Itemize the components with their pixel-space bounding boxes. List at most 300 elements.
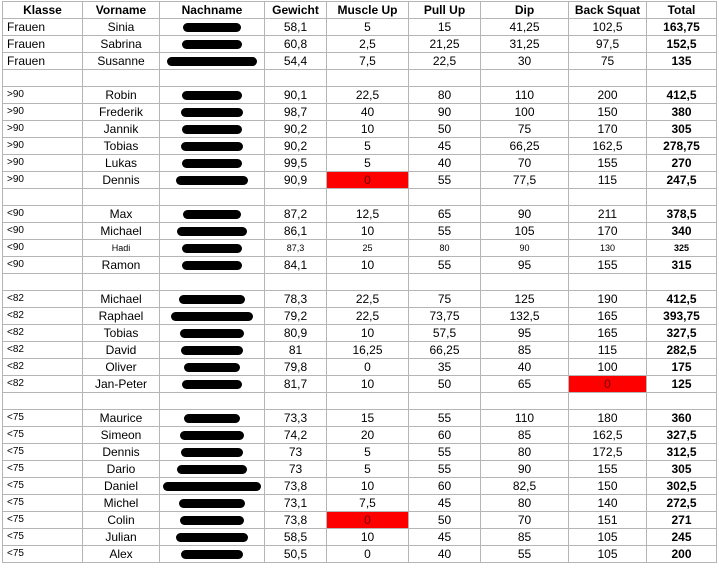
cell-muscle-up: 16,25	[327, 342, 409, 359]
cell-dip: 80	[481, 495, 569, 512]
table-row	[3, 410, 717, 427]
redaction-bar	[167, 57, 257, 66]
cell-pull-up: 57,5	[409, 325, 481, 342]
cell-total: 305	[647, 121, 717, 138]
redaction-bar	[181, 550, 243, 559]
redaction-bar	[182, 40, 242, 49]
empty-cell	[409, 189, 481, 206]
results-body	[3, 19, 717, 563]
empty-cell	[327, 393, 409, 410]
cell-pull-up: 80	[409, 240, 481, 257]
cell-gewicht: 74,2	[265, 427, 327, 444]
cell-nachname	[160, 410, 265, 427]
cell-klasse: <82	[3, 376, 83, 393]
cell-vorname: Michael	[83, 291, 160, 308]
cell-muscle-up: 12,5	[327, 206, 409, 223]
cell-back-squat: 130	[569, 240, 647, 257]
cell-pull-up: 75	[409, 291, 481, 308]
cell-dip: 85	[481, 342, 569, 359]
cell-klasse: <75	[3, 546, 83, 563]
cell-vorname: Michael	[83, 223, 160, 240]
cell-nachname	[160, 240, 265, 257]
cell-vorname: Colin	[83, 512, 160, 529]
cell-nachname	[160, 19, 265, 36]
cell-vorname: Tobias	[83, 138, 160, 155]
empty-cell	[265, 70, 327, 87]
empty-cell	[409, 274, 481, 291]
cell-gewicht: 73,1	[265, 495, 327, 512]
cell-nachname	[160, 478, 265, 495]
cell-back-squat: 140	[569, 495, 647, 512]
empty-cell	[265, 189, 327, 206]
cell-klasse: <90	[3, 223, 83, 240]
cell-nachname	[160, 121, 265, 138]
table-row	[3, 308, 717, 325]
cell-pull-up: 50	[409, 376, 481, 393]
empty-cell	[160, 70, 265, 87]
table-row	[3, 172, 717, 189]
cell-back-squat: 115	[569, 342, 647, 359]
cell-klasse: >90	[3, 104, 83, 121]
cell-klasse: >90	[3, 87, 83, 104]
cell-pull-up: 65	[409, 206, 481, 223]
redaction-bar	[184, 363, 240, 372]
cell-vorname: Alex	[83, 546, 160, 563]
cell-total: 305	[647, 461, 717, 478]
empty-cell	[569, 189, 647, 206]
table-row	[3, 206, 717, 223]
cell-back-squat: 162,5	[569, 427, 647, 444]
cell-dip: 41,25	[481, 19, 569, 36]
table-row	[3, 36, 717, 53]
cell-nachname	[160, 359, 265, 376]
header-nachname: Nachname	[160, 2, 265, 19]
cell-muscle-up: 5	[327, 19, 409, 36]
cell-vorname: Simeon	[83, 427, 160, 444]
table-row	[3, 478, 717, 495]
cell-muscle-up: 5	[327, 138, 409, 155]
cell-gewicht: 86,1	[265, 223, 327, 240]
cell-muscle-up: 0	[327, 172, 409, 189]
cell-total: 245	[647, 529, 717, 546]
cell-pull-up: 35	[409, 359, 481, 376]
cell-back-squat: 165	[569, 325, 647, 342]
empty-cell	[3, 274, 83, 291]
empty-cell	[327, 189, 409, 206]
empty-cell	[481, 189, 569, 206]
cell-back-squat: 155	[569, 257, 647, 274]
header-muscle-up: Muscle Up	[327, 2, 409, 19]
cell-gewicht: 90,2	[265, 138, 327, 155]
cell-pull-up: 55	[409, 223, 481, 240]
cell-dip: 31,25	[481, 36, 569, 53]
cell-klasse: <90	[3, 206, 83, 223]
table-row	[3, 325, 717, 342]
cell-back-squat: 162,5	[569, 138, 647, 155]
cell-gewicht: 73,8	[265, 512, 327, 529]
cell-total: 380	[647, 104, 717, 121]
empty-cell	[3, 393, 83, 410]
cell-nachname	[160, 529, 265, 546]
cell-pull-up: 55	[409, 461, 481, 478]
cell-gewicht: 90,1	[265, 87, 327, 104]
cell-klasse: <75	[3, 444, 83, 461]
cell-total: 340	[647, 223, 717, 240]
cell-pull-up: 90	[409, 104, 481, 121]
cell-gewicht: 78,3	[265, 291, 327, 308]
cell-back-squat: 165	[569, 308, 647, 325]
table-row	[3, 546, 717, 563]
cell-vorname: Lukas	[83, 155, 160, 172]
cell-vorname: Raphael	[83, 308, 160, 325]
cell-back-squat: 155	[569, 155, 647, 172]
cell-total: 152,5	[647, 36, 717, 53]
cell-dip: 95	[481, 257, 569, 274]
empty-cell	[327, 274, 409, 291]
cell-nachname	[160, 308, 265, 325]
cell-vorname: Julian	[83, 529, 160, 546]
cell-back-squat: 0	[569, 376, 647, 393]
redaction-bar	[179, 499, 245, 508]
cell-nachname	[160, 87, 265, 104]
cell-vorname: Dennis	[83, 444, 160, 461]
cell-dip: 55	[481, 546, 569, 563]
cell-back-squat: 155	[569, 461, 647, 478]
cell-vorname: Jannik	[83, 121, 160, 138]
cell-muscle-up: 22,5	[327, 291, 409, 308]
cell-pull-up: 40	[409, 155, 481, 172]
empty-cell	[409, 70, 481, 87]
empty-cell	[3, 70, 83, 87]
table-row	[3, 53, 717, 70]
empty-cell	[3, 189, 83, 206]
cell-total: 278,75	[647, 138, 717, 155]
cell-klasse: <82	[3, 325, 83, 342]
cell-pull-up: 55	[409, 444, 481, 461]
cell-pull-up: 55	[409, 172, 481, 189]
cell-pull-up: 55	[409, 257, 481, 274]
cell-pull-up: 21,25	[409, 36, 481, 53]
cell-back-squat: 150	[569, 478, 647, 495]
cell-dip: 65	[481, 376, 569, 393]
cell-muscle-up: 10	[327, 376, 409, 393]
cell-back-squat: 170	[569, 223, 647, 240]
cell-vorname: Sinia	[83, 19, 160, 36]
empty-cell	[647, 70, 717, 87]
cell-nachname	[160, 546, 265, 563]
cell-muscle-up: 10	[327, 223, 409, 240]
cell-klasse: >90	[3, 172, 83, 189]
cell-back-squat: 211	[569, 206, 647, 223]
cell-back-squat: 75	[569, 53, 647, 70]
cell-muscle-up: 7,5	[327, 495, 409, 512]
cell-nachname	[160, 291, 265, 308]
cell-total: 271	[647, 512, 717, 529]
cell-dip: 85	[481, 427, 569, 444]
cell-pull-up: 80	[409, 87, 481, 104]
cell-klasse: <75	[3, 478, 83, 495]
cell-dip: 70	[481, 512, 569, 529]
cell-dip: 82,5	[481, 478, 569, 495]
cell-klasse: <82	[3, 308, 83, 325]
cell-vorname: Hadi	[83, 240, 160, 257]
redaction-bar	[181, 108, 243, 117]
cell-pull-up: 60	[409, 427, 481, 444]
cell-pull-up: 60	[409, 478, 481, 495]
cell-klasse: <90	[3, 257, 83, 274]
redaction-bar	[171, 312, 253, 321]
redaction-bar	[177, 465, 247, 474]
cell-gewicht: 60,8	[265, 36, 327, 53]
cell-dip: 90	[481, 461, 569, 478]
cell-back-squat: 190	[569, 291, 647, 308]
empty-cell	[647, 274, 717, 291]
cell-muscle-up: 25	[327, 240, 409, 257]
cell-klasse: <75	[3, 495, 83, 512]
header-dip: Dip	[481, 2, 569, 19]
empty-cell	[409, 393, 481, 410]
redaction-bar	[183, 23, 241, 32]
cell-dip: 85	[481, 529, 569, 546]
cell-gewicht: 50,5	[265, 546, 327, 563]
redaction-bar	[182, 380, 242, 389]
cell-vorname: Sabrina	[83, 36, 160, 53]
cell-dip: 40	[481, 359, 569, 376]
table-row	[3, 427, 717, 444]
cell-gewicht: 90,9	[265, 172, 327, 189]
cell-gewicht: 99,5	[265, 155, 327, 172]
redaction-bar	[180, 329, 244, 338]
cell-klasse: <75	[3, 410, 83, 427]
cell-muscle-up: 10	[327, 478, 409, 495]
cell-gewicht: 81,7	[265, 376, 327, 393]
cell-dip: 75	[481, 121, 569, 138]
cell-dip: 90	[481, 240, 569, 257]
cell-pull-up: 50	[409, 512, 481, 529]
cell-pull-up: 45	[409, 138, 481, 155]
cell-pull-up: 22,5	[409, 53, 481, 70]
cell-dip: 95	[481, 325, 569, 342]
cell-muscle-up: 10	[327, 257, 409, 274]
cell-muscle-up: 0	[327, 359, 409, 376]
cell-dip: 77,5	[481, 172, 569, 189]
cell-klasse: <90	[3, 240, 83, 257]
header-gewicht: Gewicht	[265, 2, 327, 19]
empty-cell	[83, 274, 160, 291]
cell-vorname: Dennis	[83, 172, 160, 189]
cell-klasse: >90	[3, 138, 83, 155]
cell-nachname	[160, 495, 265, 512]
table-row	[3, 138, 717, 155]
cell-pull-up: 45	[409, 495, 481, 512]
cell-nachname	[160, 172, 265, 189]
cell-muscle-up: 0	[327, 546, 409, 563]
table-row	[3, 495, 717, 512]
cell-back-squat: 172,5	[569, 444, 647, 461]
cell-total: 325	[647, 240, 717, 257]
cell-back-squat: 151	[569, 512, 647, 529]
cell-dip: 110	[481, 87, 569, 104]
cell-pull-up: 55	[409, 410, 481, 427]
cell-gewicht: 73	[265, 461, 327, 478]
redaction-bar	[176, 176, 248, 185]
cell-vorname: Michel	[83, 495, 160, 512]
group-spacer-row	[3, 274, 717, 291]
empty-cell	[569, 70, 647, 87]
cell-nachname	[160, 444, 265, 461]
cell-vorname: Robin	[83, 87, 160, 104]
group-spacer-row	[3, 393, 717, 410]
cell-total: 327,5	[647, 325, 717, 342]
cell-gewicht: 73,8	[265, 478, 327, 495]
cell-gewicht: 80,9	[265, 325, 327, 342]
redaction-bar	[184, 414, 240, 423]
cell-vorname: Dario	[83, 461, 160, 478]
cell-gewicht: 54,4	[265, 53, 327, 70]
table-row	[3, 444, 717, 461]
cell-klasse: >90	[3, 121, 83, 138]
cell-gewicht: 73,3	[265, 410, 327, 427]
cell-gewicht: 87,3	[265, 240, 327, 257]
cell-total: 175	[647, 359, 717, 376]
table-row	[3, 291, 717, 308]
cell-nachname	[160, 104, 265, 121]
cell-klasse: <75	[3, 512, 83, 529]
cell-gewicht: 79,8	[265, 359, 327, 376]
cell-total: 282,5	[647, 342, 717, 359]
table-row	[3, 461, 717, 478]
cell-dip: 80	[481, 444, 569, 461]
cell-back-squat: 100	[569, 359, 647, 376]
cell-gewicht: 58,1	[265, 19, 327, 36]
cell-dip: 105	[481, 223, 569, 240]
cell-total: 135	[647, 53, 717, 70]
table-row	[3, 19, 717, 36]
cell-total: 360	[647, 410, 717, 427]
cell-muscle-up: 22,5	[327, 87, 409, 104]
cell-total: 125	[647, 376, 717, 393]
redaction-bar	[176, 533, 248, 542]
table-row	[3, 240, 717, 257]
results-table	[2, 1, 717, 563]
cell-total: 270	[647, 155, 717, 172]
cell-muscle-up: 10	[327, 529, 409, 546]
cell-total: 163,75	[647, 19, 717, 36]
cell-klasse: <82	[3, 342, 83, 359]
cell-muscle-up: 0	[327, 512, 409, 529]
cell-nachname	[160, 223, 265, 240]
cell-back-squat: 105	[569, 546, 647, 563]
redaction-bar	[181, 142, 243, 151]
cell-muscle-up: 7,5	[327, 53, 409, 70]
cell-dip: 66,25	[481, 138, 569, 155]
empty-cell	[569, 393, 647, 410]
table-row	[3, 104, 717, 121]
empty-cell	[160, 274, 265, 291]
empty-cell	[160, 393, 265, 410]
cell-vorname: Oliver	[83, 359, 160, 376]
cell-klasse: <82	[3, 291, 83, 308]
table-row	[3, 342, 717, 359]
cell-gewicht: 87,2	[265, 206, 327, 223]
redaction-bar	[181, 448, 243, 457]
empty-cell	[647, 393, 717, 410]
redaction-bar	[182, 125, 242, 134]
cell-total: 312,5	[647, 444, 717, 461]
cell-vorname: Susanne	[83, 53, 160, 70]
cell-total: 412,5	[647, 291, 717, 308]
cell-nachname	[160, 206, 265, 223]
cell-nachname	[160, 36, 265, 53]
cell-gewicht: 79,2	[265, 308, 327, 325]
cell-pull-up: 50	[409, 121, 481, 138]
cell-gewicht: 90,2	[265, 121, 327, 138]
cell-klasse: >90	[3, 155, 83, 172]
redaction-bar	[181, 346, 243, 355]
empty-cell	[481, 393, 569, 410]
table-row	[3, 257, 717, 274]
header-klasse: Klasse	[3, 2, 83, 19]
cell-back-squat: 97,5	[569, 36, 647, 53]
empty-cell	[83, 189, 160, 206]
cell-back-squat: 102,5	[569, 19, 647, 36]
cell-nachname	[160, 376, 265, 393]
empty-cell	[569, 274, 647, 291]
cell-dip: 90	[481, 206, 569, 223]
header-total: Total	[647, 2, 717, 19]
header-vorname: Vorname	[83, 2, 160, 19]
cell-gewicht: 98,7	[265, 104, 327, 121]
cell-total: 247,5	[647, 172, 717, 189]
table-row	[3, 529, 717, 546]
cell-muscle-up: 10	[327, 121, 409, 138]
cell-klasse: Frauen	[3, 36, 83, 53]
empty-cell	[83, 70, 160, 87]
cell-back-squat: 150	[569, 104, 647, 121]
cell-total: 272,5	[647, 495, 717, 512]
cell-nachname	[160, 461, 265, 478]
table-row	[3, 155, 717, 172]
cell-muscle-up: 2,5	[327, 36, 409, 53]
cell-pull-up: 45	[409, 529, 481, 546]
cell-vorname: Tobias	[83, 325, 160, 342]
cell-vorname: David	[83, 342, 160, 359]
cell-dip: 100	[481, 104, 569, 121]
cell-muscle-up: 40	[327, 104, 409, 121]
redaction-bar	[177, 227, 247, 236]
redaction-bar	[183, 210, 241, 219]
cell-nachname	[160, 138, 265, 155]
redaction-bar	[163, 482, 261, 491]
empty-cell	[265, 393, 327, 410]
redaction-bar	[182, 261, 242, 270]
cell-nachname	[160, 342, 265, 359]
table-row	[3, 87, 717, 104]
cell-vorname: Ramon	[83, 257, 160, 274]
cell-dip: 30	[481, 53, 569, 70]
group-spacer-row	[3, 70, 717, 87]
empty-cell	[160, 189, 265, 206]
cell-gewicht: 81	[265, 342, 327, 359]
cell-muscle-up: 22,5	[327, 308, 409, 325]
cell-total: 200	[647, 546, 717, 563]
cell-total: 412,5	[647, 87, 717, 104]
cell-dip: 110	[481, 410, 569, 427]
cell-vorname: Jan-Peter	[83, 376, 160, 393]
cell-gewicht: 58,5	[265, 529, 327, 546]
redaction-bar	[182, 91, 242, 100]
cell-muscle-up: 15	[327, 410, 409, 427]
